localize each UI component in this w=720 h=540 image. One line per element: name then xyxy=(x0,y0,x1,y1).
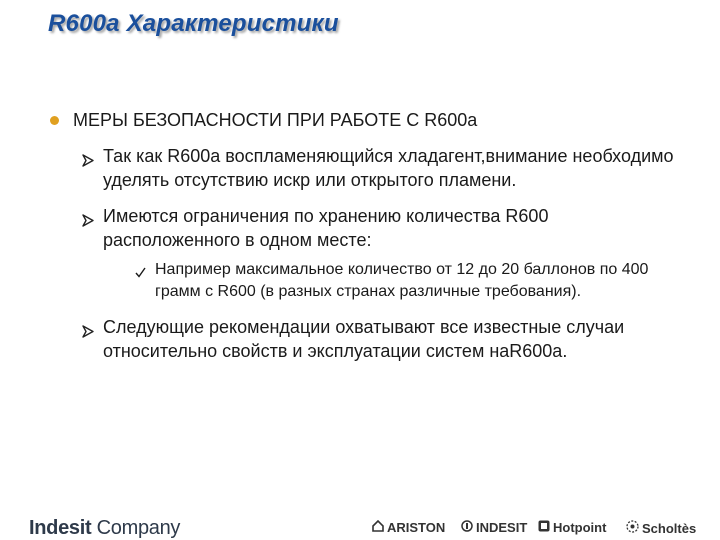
scholtes-logo xyxy=(626,520,696,536)
hotpoint-logo xyxy=(538,520,606,535)
logo-rest: Company xyxy=(91,517,181,539)
point-text: Так как R600a воспламеняющийся хладагент,внимание необходимо уделять отсутствию искр или открытого пламени. xyxy=(103,146,674,190)
ariston-logo xyxy=(372,520,445,535)
point-2 xyxy=(82,204,688,252)
logo-bold: Indesit xyxy=(29,517,92,539)
brand-label: INDESIT xyxy=(476,520,528,535)
checkmark-icon xyxy=(135,259,147,285)
hotpoint-mark-icon xyxy=(538,520,550,535)
arrow-bullet-icon xyxy=(82,315,96,344)
brand-label: ARISTON xyxy=(387,520,446,535)
point-text: Имеются ограничения по хранению количества R600 расположенного в одном месте: xyxy=(103,206,549,250)
point-3 xyxy=(82,315,688,363)
arrow-bullet-icon xyxy=(82,204,96,233)
indesit-company-logo xyxy=(29,517,180,540)
point-text: Следующие рекомендации охватывают все известные случаи относительно свойств и эксплуатации систем наR600a. xyxy=(103,317,625,361)
arrow-bullet-icon xyxy=(82,144,96,173)
footer xyxy=(0,512,720,540)
indesit-logo xyxy=(461,520,527,535)
section-heading: МЕРЫ БЕЗОПАСНОСТИ ПРИ РАБОТЕ С R600a xyxy=(73,110,478,130)
sub-point-text: Например максимальное количество от 12 до 20 баллонов по 400 грамм с R600 (в разных странах различные требования). xyxy=(155,261,649,300)
scholtes-mark-icon xyxy=(626,520,639,536)
bullet-dot-icon xyxy=(50,116,59,125)
sub-point xyxy=(135,259,688,303)
slide-title: R600a Характеристики xyxy=(48,10,339,37)
brand-label: Hotpoint xyxy=(553,520,607,535)
brand-label: Scholtès xyxy=(642,520,697,536)
indesit-mark-icon xyxy=(461,520,473,535)
house-icon xyxy=(372,520,384,535)
point-1 xyxy=(82,144,688,192)
main-bullet xyxy=(48,108,688,132)
slide-body xyxy=(48,108,688,363)
